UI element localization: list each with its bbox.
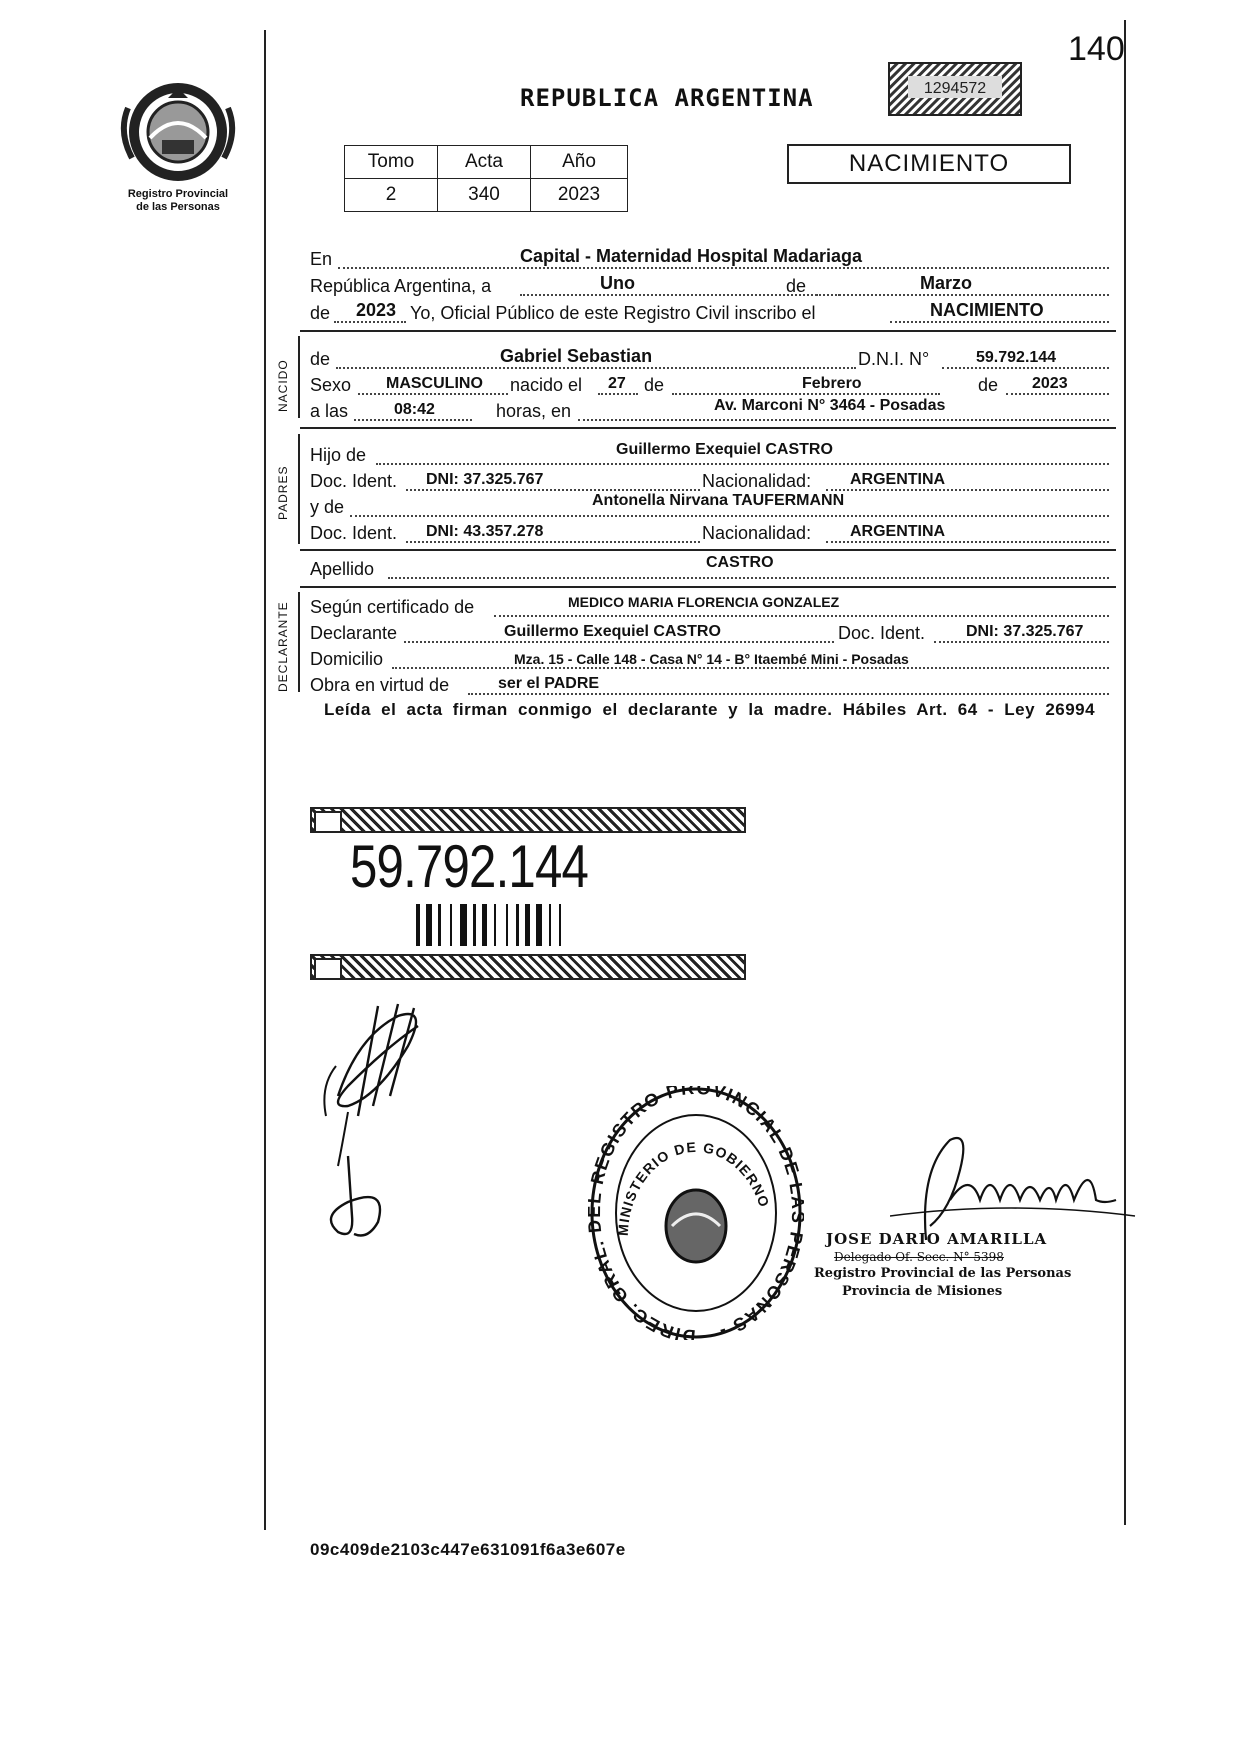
security-stamp: [888, 62, 1022, 116]
birth-day: 27: [608, 375, 626, 392]
line-sexo: [310, 372, 1115, 398]
line-mother-doc: [310, 520, 1115, 546]
month-word: Marzo: [920, 273, 973, 293]
domicilio-value: Mza. 15 - Calle 148 - Casa N° 14 - B° Itaembé Mini - Posadas: [514, 651, 909, 667]
anio-value: 2023: [531, 179, 628, 212]
child-name: Gabriel Sebastian: [500, 346, 653, 366]
book-table: [344, 145, 628, 212]
label-nac-father: Nacionalidad:: [702, 471, 812, 491]
mother-nat: ARGENTINA: [850, 523, 946, 540]
line-date: [310, 273, 1115, 299]
label-domicilio: Domicilio: [310, 649, 384, 669]
declarante-doc: DNI: 37.325.767: [966, 623, 1084, 640]
tomo-header: Tomo: [345, 146, 438, 179]
divider-1: [300, 330, 1116, 332]
barcode-bar: [438, 904, 441, 946]
registry-name: Registro Provincial de las Personas: [127, 188, 229, 213]
security-band-top: [310, 807, 746, 833]
page-number: 140: [1068, 30, 1125, 68]
birth-month: Febrero: [802, 375, 862, 392]
sexo-value: MASCULINO: [386, 375, 483, 392]
line-apellido: [310, 556, 1115, 582]
barcode-bar: [473, 904, 476, 946]
place-value: Capital - Maternidad Hospital Madariaga: [520, 246, 863, 266]
stamp-code: 1294572: [923, 80, 987, 97]
line-mother: [310, 494, 1115, 520]
left-margin-line: [264, 30, 266, 1530]
barcode-bar: [482, 904, 487, 946]
security-band-bottom: [310, 954, 746, 980]
label-declarante: Declarante: [310, 623, 398, 643]
label-de-3: de: [978, 375, 999, 395]
line-cert: [310, 594, 1115, 620]
barcode-bar: [506, 904, 508, 946]
barcode-bar: [426, 904, 432, 946]
barcode-bar: [450, 904, 452, 946]
tomo-value: 2: [345, 179, 438, 212]
barcode-bar: [460, 904, 467, 946]
father-nat: ARGENTINA: [850, 471, 946, 488]
line-domicilio: [310, 646, 1115, 672]
record-type-box: NACIMIENTO: [787, 144, 1071, 184]
label-republica: República Argentina, a: [310, 276, 492, 296]
declarant-signature: [318, 996, 444, 1246]
barcode-bar: [536, 904, 542, 946]
barcode-bar: [559, 904, 561, 946]
child-dni: 59.792.144: [976, 349, 1057, 366]
label-de-2: de: [644, 375, 665, 395]
label-en: En: [310, 249, 333, 269]
birth-time: 08:42: [394, 401, 435, 418]
label-de-year: de: [310, 303, 331, 323]
document-hash: 09c409de2103c447e631091f6a3e607e: [310, 1540, 626, 1559]
seal-ring-text: DIREC. GRAL. REGISTRO PROVINCIAL DE ERSONAS -: [588, 1086, 804, 1340]
declarante-name: Guillermo Exequiel CASTRO: [504, 623, 721, 640]
label-de: de: [786, 276, 807, 296]
acta-header: Acta: [438, 146, 531, 179]
dni-large-number: 59.792.144: [350, 833, 589, 900]
nacido-bar: [298, 336, 300, 418]
acta-value: 340: [438, 179, 531, 212]
barcode-bar: [549, 904, 551, 946]
inscribe-type: NACIMIENTO: [930, 300, 1044, 320]
label-inscribe: Yo, Oficial Público de este Registro Civil inscribo el: [410, 303, 816, 323]
day-word: Uno: [600, 273, 635, 293]
registry-logo: [118, 78, 238, 186]
padres-label: PADRES: [276, 465, 290, 520]
nacido-label: NACIDO: [276, 359, 290, 412]
barcode-bar: [494, 904, 496, 946]
mother-doc: DNI: 43.357.278: [426, 523, 544, 540]
birth-year: 2023: [1032, 375, 1068, 392]
label-horas: horas, en: [496, 401, 572, 421]
label-apellido: Apellido: [310, 559, 375, 579]
declarante-label: DECLARANTE: [276, 601, 290, 692]
label-hijo-de: Hijo de: [310, 445, 367, 465]
barcode: [414, 904, 654, 946]
line-name: [310, 346, 1115, 372]
closing-statement: Leída el acta firman conmigo el declarante y la madre. Hábiles Art. 64 - Ley 26994: [324, 700, 1096, 719]
label-y-de: y de: [310, 497, 345, 517]
padres-bar: [298, 434, 300, 544]
label-doc-declarante: Doc. Ident.: [838, 623, 926, 643]
father-doc: DNI: 37.325.767: [426, 471, 544, 488]
label-nacido-el: nacido el: [510, 375, 583, 395]
label-obra: Obra en virtud de: [310, 675, 450, 695]
divider-3: [300, 549, 1116, 551]
barcode-bar: [525, 904, 530, 946]
seal-inner-text: MINISTERIO DE GOBIERNO: [614, 1138, 773, 1237]
line-place: [310, 246, 1115, 272]
label-dni: D.N.I. N°: [858, 349, 930, 369]
line-time: [310, 398, 1115, 424]
official-province: Provincia de Misiones: [842, 1284, 1003, 1299]
label-cert: Según certificado de: [310, 597, 475, 617]
line-father: [310, 442, 1115, 468]
official-office: Registro Provincial de las Personas: [814, 1266, 1072, 1281]
declarante-bar: [298, 592, 300, 692]
label-doc-father: Doc. Ident.: [310, 471, 398, 491]
mother-name: Antonella Nirvana TAUFERMANN: [592, 492, 845, 509]
divider-4: [300, 586, 1116, 588]
line-declarante: [310, 620, 1115, 646]
official-position: Delegado Of. Secc. N° 5398: [834, 1250, 1004, 1264]
father-name: Guillermo Exequiel CASTRO: [616, 441, 833, 458]
country-title: REPUBLICA ARGENTINA: [520, 84, 814, 112]
label-doc-mother: Doc. Ident.: [310, 523, 398, 543]
label-nac-mother: Nacionalidad:: [702, 523, 812, 543]
birth-address: Av. Marconi N° 3464 - Posadas: [714, 397, 946, 414]
barcode-bar: [516, 904, 519, 946]
cert-value: MEDICO MARIA FLORENCIA GONZALEZ: [568, 594, 840, 610]
official-seal: [588, 1086, 804, 1340]
apellido-value: CASTRO: [706, 554, 774, 571]
official-signature: [890, 1130, 1140, 1250]
anio-header: Año: [531, 146, 628, 179]
label-a-las: a las: [310, 401, 349, 421]
barcode-bar: [416, 904, 420, 946]
label-sexo: Sexo: [310, 375, 352, 395]
official-name: JOSE DARIO AMARILLA: [826, 1230, 1048, 1248]
line-father-doc: [310, 468, 1115, 494]
year-value: 2023: [356, 300, 397, 320]
line-inscribe: [310, 300, 1115, 326]
label-de-name: de: [310, 349, 331, 369]
obra-value: ser el PADRE: [498, 675, 600, 692]
right-margin-line: [1124, 20, 1126, 1525]
line-obra: [310, 672, 1115, 698]
divider-2: [300, 427, 1116, 429]
